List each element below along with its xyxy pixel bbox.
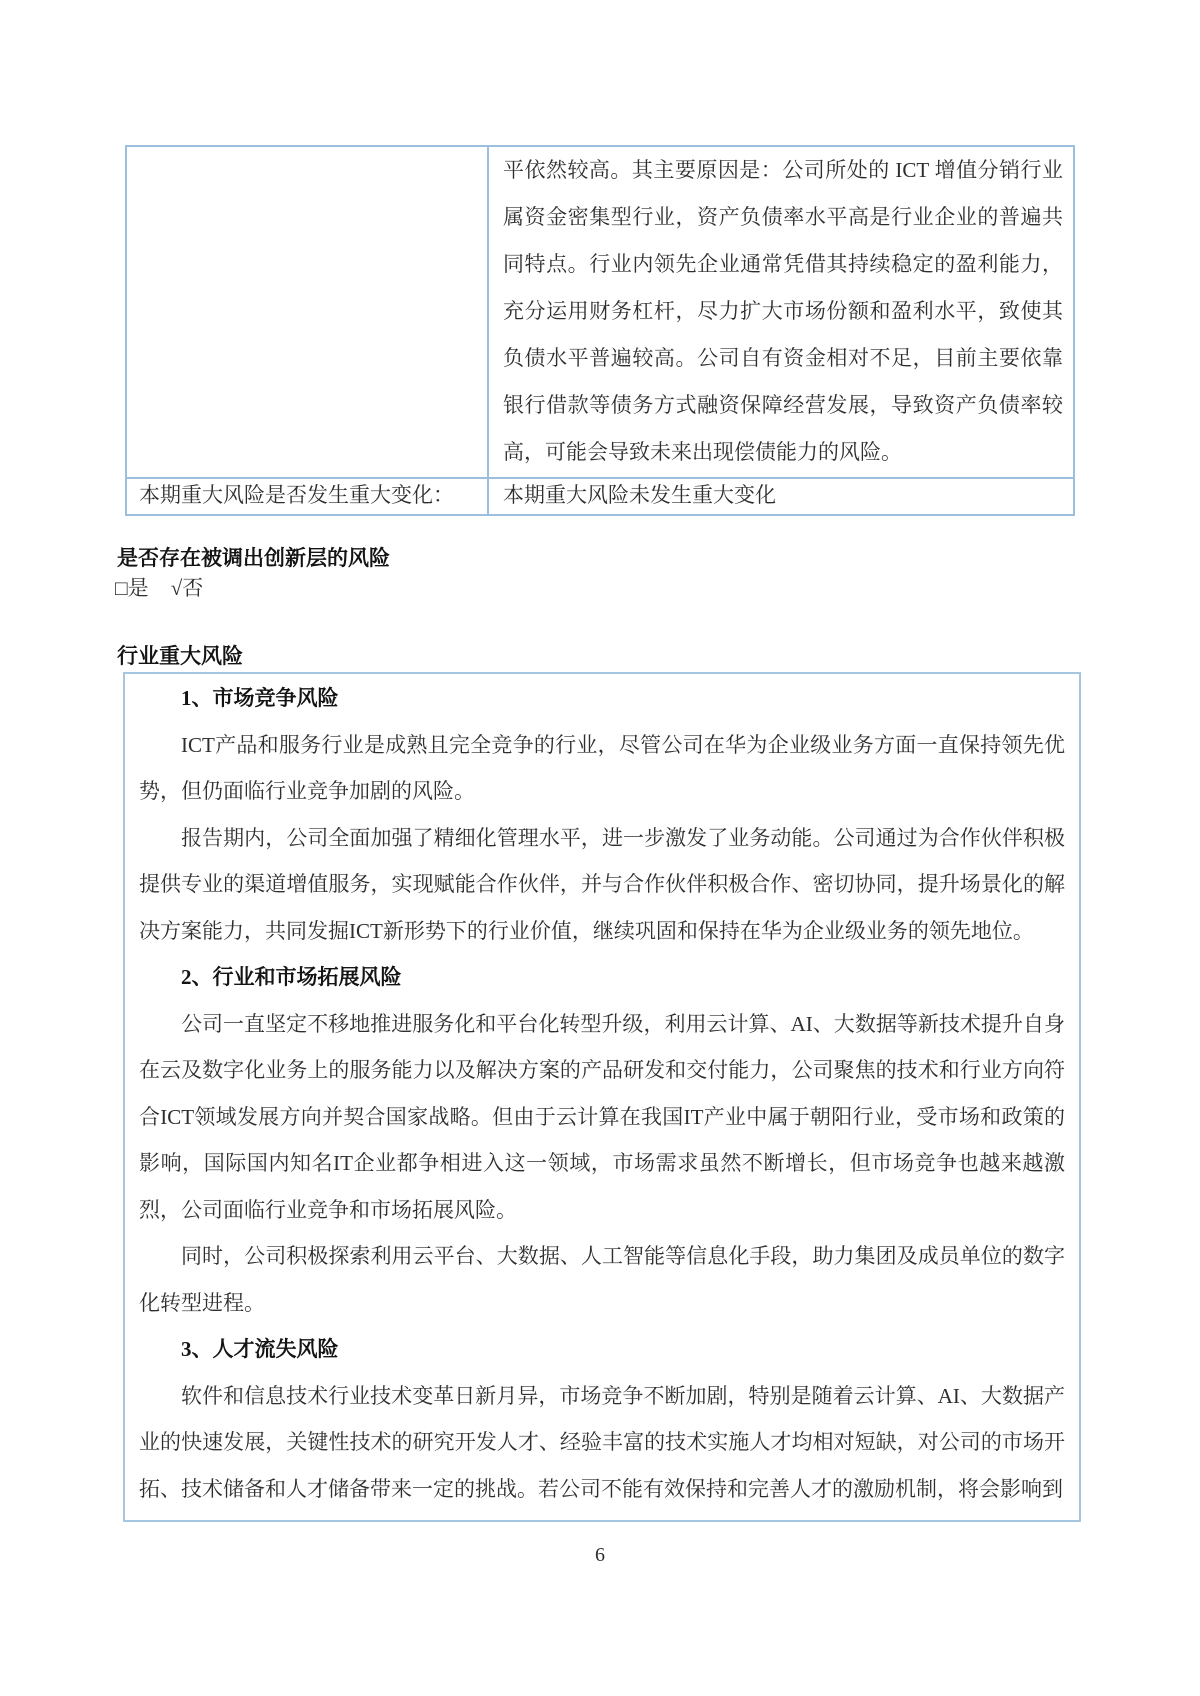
table-row (127, 147, 1073, 477)
section-paragraph: 同时，公司积极探索利用云平台、大数据、人工智能等信息化手段，助力集团及成员单位的数字化转型进程。 (139, 1244, 1065, 1315)
table-cell-label-empty (127, 147, 489, 477)
table-row (127, 477, 1073, 514)
industry-risk-box (123, 672, 1081, 1522)
risk-description-text: 平依然较高。其主要原因是：公司所处的 ICT 增值分销行业属资金密集型行业，资产负债率水平高是行业企业的普遍共同特点。行业内领先企业通常凭借其持续稳定的盈利能力，充分运用财务杠杆，尽力扩大市场份额和盈利水平，致使其负债水平普遍较高。公司自有资金相对不足，目前主要依靠银行借款等债务方式融资保障经营发展，导致资产负债率较高，可能会导致未来出现偿债能力的风险。 (503, 158, 1063, 464)
checkbox-no-checked: √否 (170, 576, 204, 600)
major-risk-table (125, 145, 1075, 516)
table-cell-change-answer: 本期重大风险未发生重大变化 (503, 483, 776, 507)
table-cell-risk-description (489, 147, 1073, 477)
section-paragraph: 报告期内，公司全面加强了精细化管理水平，进一步激发了业务动能。公司通过为合作伙伴积极提供专业的渠道增值服务，实现赋能合作伙伴，并与合作伙伴积极合作、密切协同，提升场景化的解决方案能力，共同发掘ICT新形势下的行业价值，继续巩固和保持在华为企业级业务的领先地位。 (139, 825, 1065, 943)
section-title-market-expansion: 2、行业和市场拓展风险 (181, 965, 402, 989)
delisting-risk-options (115, 575, 225, 601)
section-title-market-competition: 1、市场竞争风险 (181, 686, 339, 710)
page-number: 6 (595, 1544, 605, 1566)
section-paragraph: ICT产品和服务行业是成熟且完全竞争的行业，尽管公司在华为企业级业务方面一直保持领先优势，但仍面临行业竞争加剧的风险。 (139, 732, 1065, 803)
checkbox-yes: □是 (115, 576, 149, 600)
section-title-talent-loss: 3、人才流失风险 (181, 1337, 339, 1361)
industry-risk-heading: 行业重大风险 (117, 645, 243, 668)
section-paragraph: 公司一直坚定不移地推进服务化和平台化转型升级，利用云计算、AI、大数据等新技术提升自身在云及数字化业务上的服务能力以及解决方案的产品研发和交付能力，公司聚焦的技术和行业方向符合ICT领域发展方向并契合国家战略。但由于云计算在我国IT产业中属于朝阳行业，受市场和政策的影响，国际国内知名IT企业都争相进入这一领域，市场需求虽然不断增长，但市场竞争也越来越激烈，公司面临行业竞争和市场拓展风险。 (139, 1011, 1065, 1222)
table-cell-change-question: 本期重大风险是否发生重大变化： (127, 479, 489, 514)
delisting-risk-heading: 是否存在被调出创新层的风险 (117, 547, 390, 570)
section-paragraph: 软件和信息技术行业技术变革日新月异，市场竞争不断加剧，特别是随着云计算、AI、大数据产业的快速发展，关键性技术的研究开发人才、经验丰富的技术实施人才均相对短缺，对公司的市场开拓、技术储备和人才储备带来一定的挑战。若公司不能有效保持和完善人才的激励机制，将会影响到 (139, 1383, 1065, 1501)
